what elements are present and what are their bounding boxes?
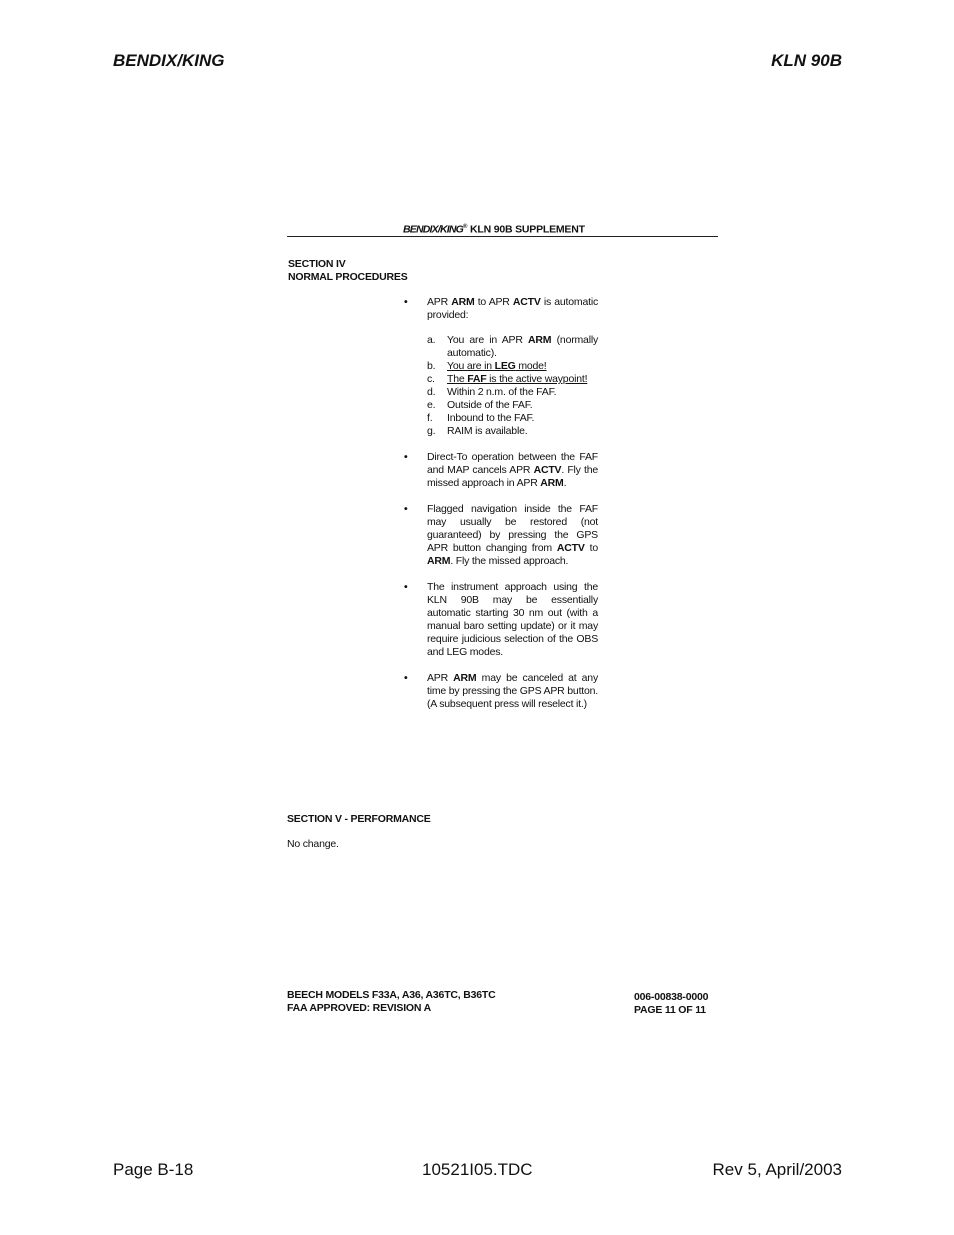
section-v-title: SECTION V - PERFORMANCE — [287, 813, 431, 825]
condition-text: Inbound to the FAF. — [447, 412, 535, 424]
bullet-text: Direct-To operation between the FAF and MAP cancels APR — [427, 451, 598, 476]
bullet-flagged-navigation — [404, 503, 598, 568]
condition-letter: d. — [427, 386, 436, 398]
condition-item-b — [427, 360, 598, 373]
section-v-text: No change. — [287, 838, 339, 850]
condition-list — [427, 334, 598, 438]
bullet-dot: • — [404, 503, 408, 515]
bullet-dot: • — [404, 672, 408, 684]
bullet-text: APR — [427, 672, 454, 684]
faa-approval-line: FAA APPROVED: REVISION A — [287, 1002, 431, 1014]
condition-item-e — [427, 399, 598, 412]
bullet-text: . Fly the missed approach. — [450, 555, 569, 567]
bullet-apr-arm-to-actv — [404, 296, 598, 438]
condition-text: RAIM is available. — [447, 425, 528, 437]
condition-text: You are in APR — [447, 334, 529, 346]
page-header-right: KLN 90B — [771, 51, 842, 70]
bullet-text-bold: ACTV — [512, 296, 541, 308]
bullet-text-bold: ARM — [540, 477, 564, 489]
condition-text: is the active waypoint! — [486, 373, 588, 385]
page-header-left: BENDIX/KING — [113, 51, 225, 70]
condition-letter: g. — [427, 425, 436, 437]
bullet-text: to APR — [474, 296, 513, 308]
condition-item-a — [427, 334, 598, 360]
revision-date: Rev 5, April/2003 — [712, 1160, 842, 1179]
condition-letter: b. — [427, 360, 436, 372]
condition-letter: e. — [427, 399, 436, 411]
condition-text: (normally automatic). — [447, 334, 599, 359]
normal-procedures-list — [404, 296, 598, 724]
bullet-dot: • — [404, 581, 408, 593]
condition-text: You are in — [447, 360, 495, 372]
bullet-text: is automatic provided: — [427, 296, 598, 321]
condition-text: The — [447, 373, 468, 385]
bullet-text: . — [563, 477, 567, 489]
bullet-dot: • — [404, 451, 408, 463]
condition-text-bold: FAF — [467, 373, 487, 385]
condition-text-bold: ARM — [528, 334, 552, 346]
condition-text: Outside of the FAF. — [447, 399, 533, 411]
condition-letter: f. — [427, 412, 433, 424]
beech-models-line: BEECH MODELS F33A, A36, A36TC, B36TC — [287, 989, 496, 1001]
supplement-footer-right — [634, 991, 708, 1017]
section-iv-heading — [288, 258, 408, 284]
registered-mark: ® — [463, 224, 468, 230]
condition-text: mode! — [515, 360, 547, 372]
header-rule — [287, 236, 718, 237]
bullet-text-bold: ACTV — [556, 542, 585, 554]
bullet-instrument-approach — [404, 581, 598, 659]
bullet-apr-arm-cancel — [404, 672, 598, 711]
condition-item-d — [427, 386, 598, 399]
condition-letter: c. — [427, 373, 435, 385]
supplement-title: KLN 90B SUPPLEMENT — [470, 223, 585, 236]
supplement-header — [403, 221, 585, 237]
section-iv-title: NORMAL PROCEDURES — [288, 271, 408, 283]
supplement-brand-logo: BENDIX/KING — [403, 223, 464, 236]
section-iv-number: SECTION IV — [288, 258, 346, 270]
bullet-text-bold: ARM — [451, 296, 475, 308]
bullet-text-bold: ARM — [427, 555, 451, 567]
bullet-direct-to — [404, 451, 598, 490]
supplement-footer-left — [287, 989, 496, 1015]
bullet-text-bold: ACTV — [533, 464, 562, 476]
document-number: 006-00838-0000 — [634, 991, 709, 1003]
bullet-text: to — [584, 542, 599, 554]
file-name: 10521I05.TDC — [422, 1160, 533, 1179]
page-of-count: PAGE 11 OF 11 — [634, 1004, 706, 1016]
condition-text: Within 2 n.m. of the FAF. — [447, 386, 557, 398]
bullet-text: The instrument approach using the KLN 90B may be essentially automatic starting 30 nm out (with a manual baro setting update) or it may require judicious selection of the OBS and LEG modes. — [427, 581, 598, 658]
bullet-dot: • — [404, 296, 408, 308]
bullet-text-bold: ARM — [453, 672, 477, 684]
bullet-text: may be canceled at any time by pressing the GPS APR button. (A subsequent press will reselect it.) — [427, 672, 598, 710]
condition-item-c — [427, 373, 598, 386]
condition-item-f — [427, 412, 598, 425]
condition-item-g — [427, 425, 598, 438]
condition-letter: a. — [427, 334, 436, 346]
bullet-text: APR — [427, 296, 452, 308]
page-number: Page B-18 — [113, 1160, 194, 1179]
bullet-text: Flagged navigation inside the FAF may usually be restored (not guaranteed) by pressing the GPS APR button changing from — [427, 503, 598, 554]
bullet-text: . Fly the missed approach in APR — [427, 464, 598, 489]
condition-text-bold: LEG — [494, 360, 516, 372]
